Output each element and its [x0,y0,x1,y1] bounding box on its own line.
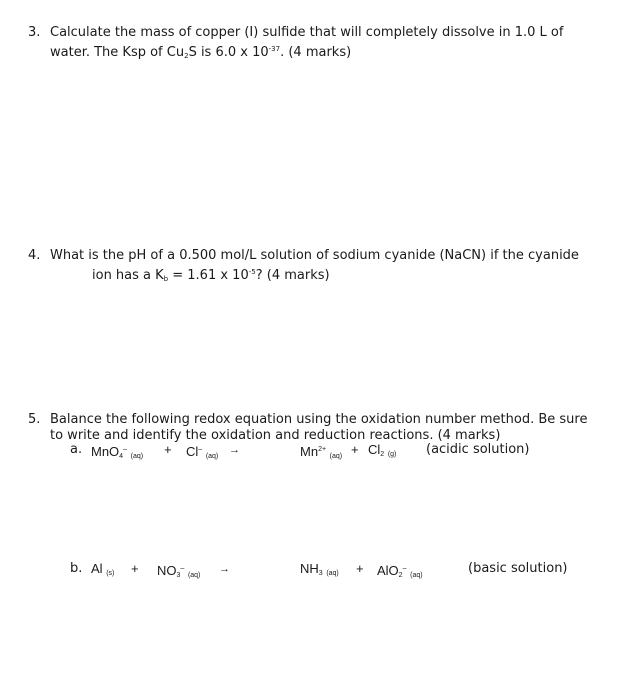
reactant-al [91,561,114,582]
mn-state: (aq) [329,453,343,460]
cl-state: (aq) [205,453,219,460]
alo2-charge: – [402,565,407,572]
question-3-line-1: Calculate the mass of copper (I) sulfide that will completely dissolve in 1.0 L of [50,25,564,40]
q3-exponent: -37 [268,45,281,53]
cl2-state: (g) [387,451,397,458]
question-4-line-2 [92,264,330,287]
product-cl2 [368,442,396,463]
no3-formula: NO [157,563,177,578]
question-5-line-2: to write and identify the oxidation and reduction reactions. (4 marks) [50,428,501,443]
q4-text-b: = 1.61 x 10 [168,268,249,283]
al-formula: Al [91,561,103,576]
mn-charge: 2+ [318,446,327,453]
q4-text-a: ion has a K [92,268,164,283]
nh3-formula: NH [300,561,319,576]
question-3-number: 3. [28,25,41,40]
mno4-subscript: 4 [119,453,124,460]
no3-subscript: 3 [176,572,181,579]
condition-acidic: (acidic solution) [426,442,530,457]
q4-exponent: -5 [248,268,256,276]
no3-charge: – [180,565,185,572]
cl2-formula: Cl [368,442,381,457]
q4-text-c: ? (4 marks) [255,268,330,283]
mno4-state: (aq) [130,453,144,460]
mno4-charge: – [123,446,127,453]
plus-sign: + [351,442,359,457]
q3-text-b: S is 6.0 x 10 [188,45,269,60]
part-a-label: a. [70,442,83,457]
alo2-state: (aq) [410,572,423,579]
mno4-formula: MnO [91,444,120,459]
question-5-line-1: Balance the following redox equation using the oxidation number method. Be sure [50,412,588,427]
product-alo2 [377,561,423,584]
nh3-subscript: 3 [318,570,323,577]
alo2-formula: AlO [377,563,399,578]
question-3-line-2 [50,41,351,64]
cl2-subscript: 2 [380,451,385,458]
question-4-line-1: What is the pH of a 0.500 mol/L solution of sodium cyanide (NaCN) if the cyanide [50,248,579,263]
product-mn [300,442,342,465]
cl-formula: Cl [186,444,199,459]
q3-subscript: 2 [184,52,189,60]
reactant-cl [186,442,218,465]
reaction-arrow: → [229,444,240,456]
q3-text-a: water. The Ksp of Cu [50,45,185,60]
part-b-label: b. [70,561,83,576]
q3-text-c: . (4 marks) [280,45,352,60]
q4-subscript: b [163,275,169,283]
product-nh3 [300,561,339,582]
al-state: (s) [106,570,115,577]
reaction-arrow: → [219,563,230,575]
reactant-mno4 [91,442,143,465]
condition-basic: (basic solution) [468,561,568,576]
no3-state: (aq) [187,572,201,579]
plus-sign: + [164,442,172,457]
plus-sign: + [356,561,364,576]
nh3-state: (aq) [326,570,339,577]
alo2-subscript: 2 [398,572,403,579]
cl-charge: – [198,446,203,453]
reactant-no3 [157,561,200,584]
question-4-number: 4. [28,248,41,263]
plus-sign: + [131,561,139,576]
mn-formula: Mn [300,444,319,459]
question-5-number: 5. [28,412,41,427]
